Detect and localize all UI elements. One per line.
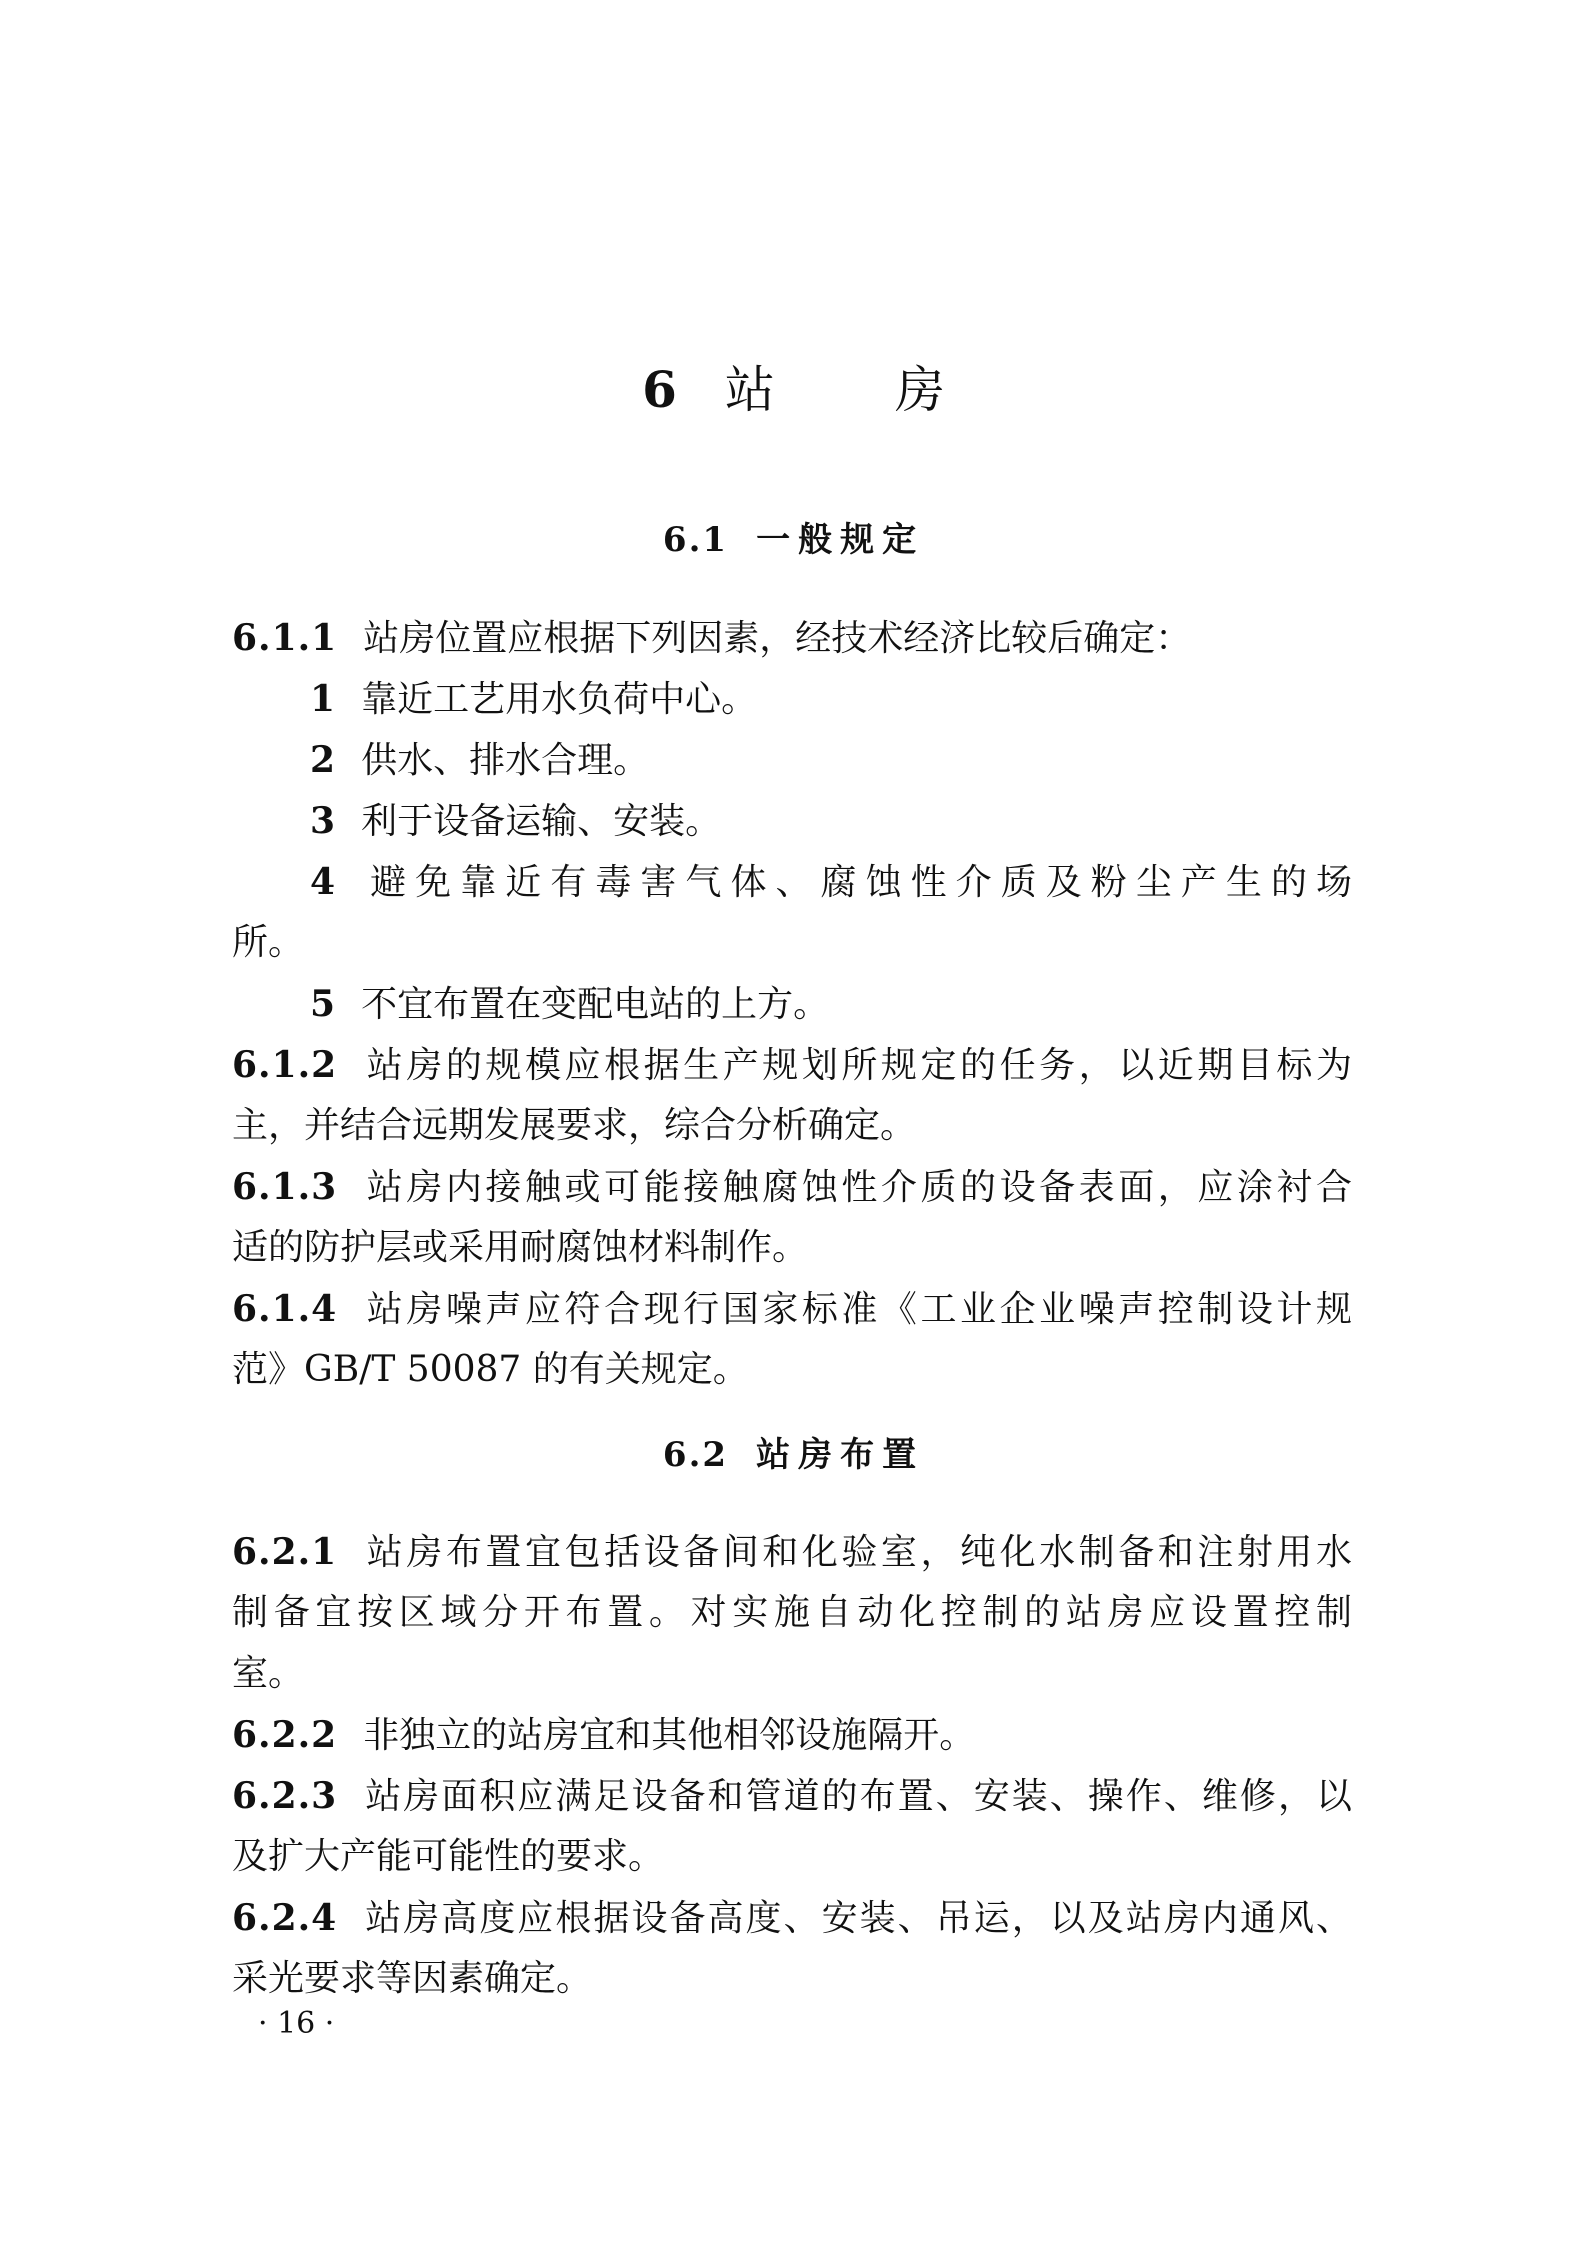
item-number: 1: [310, 678, 336, 720]
item-number: 3: [310, 800, 336, 842]
clause-text: 及扩大产能可能性的要求。: [232, 1836, 665, 1877]
chapter-title-word2: 房: [894, 361, 945, 419]
clause-text: 站房内接触或可能接触腐蚀性介质的设备表面，应涂衬合: [363, 1167, 1352, 1208]
clause-text: 范》GB/T 50087 的有关规定。: [232, 1349, 749, 1390]
clause-6-2-4-continuation: [232, 1949, 1352, 2009]
page-number: · 16 ·: [258, 2006, 335, 2041]
clause-6-2-1-continuation: [232, 1583, 1352, 1643]
clause-text: 适的防护层或采用耐腐蚀材料制作。: [232, 1227, 809, 1268]
clause-6-1-1: [232, 608, 1352, 669]
clause-6-1-3-continuation: [232, 1218, 1352, 1278]
clause-text: 室。: [232, 1653, 305, 1694]
clause-6-2-2: [232, 1705, 1352, 1766]
clause-text: 主，并结合远期发展要求，综合分析确定。: [232, 1105, 917, 1146]
list-item: [310, 791, 1352, 852]
clause-number: 6.2.4: [232, 1897, 338, 1939]
clause-number: 6.1.4: [232, 1288, 338, 1330]
clause-number: 6.1.1: [232, 617, 338, 659]
clause-number: 6.2.3: [232, 1775, 338, 1817]
list-item: [310, 730, 1352, 791]
item-number: 5: [310, 983, 336, 1025]
clause-6-1-3: [232, 1157, 1352, 1218]
chapter-title: [0, 355, 1587, 425]
section-title-6-2: [0, 1430, 1587, 1480]
list-item: [310, 852, 1352, 913]
item-number: 2: [310, 739, 336, 781]
clause-6-2-1: [232, 1522, 1352, 1583]
clause-6-2-3-continuation: [232, 1827, 1352, 1887]
clause-6-2-1-continuation: [232, 1644, 1352, 1704]
clause-6-2-4: [232, 1888, 1352, 1949]
item-text: 所。: [232, 922, 305, 963]
clause-number: 6.1.3: [232, 1166, 338, 1208]
clause-6-1-2: [232, 1035, 1352, 1096]
clause-text: 站房面积应满足设备和管道的布置、安装、操作、维修，以: [363, 1776, 1352, 1817]
section-number: 6.1: [662, 520, 729, 560]
clause-number: 6.1.2: [232, 1044, 338, 1086]
clause-text: 站房位置应根据下列因素，经技术经济比较后确定：: [363, 618, 1192, 659]
clause-text: 站房噪声应符合现行国家标准《工业企业噪声控制设计规: [363, 1289, 1352, 1330]
item-text: 不宜布置在变配电站的上方。: [361, 984, 830, 1025]
clause-6-1-4: [232, 1279, 1352, 1340]
item-text: 避免靠近有毒害气体、腐蚀性介质及粉尘产生的场: [361, 862, 1352, 903]
clause-text: 非独立的站房宜和其他相邻设施隔开。: [363, 1715, 976, 1756]
list-item: [310, 974, 1352, 1035]
item-text: 靠近工艺用水负荷中心。: [361, 679, 758, 720]
clause-6-2-3: [232, 1766, 1352, 1827]
clause-6-1-4-continuation: [232, 1340, 1352, 1400]
clause-text: 站房布置宜包括设备间和化验室，纯化水制备和注射用水: [363, 1532, 1352, 1573]
clause-text: 站房的规模应根据生产规划所规定的任务，以近期目标为: [363, 1045, 1352, 1086]
clause-text: 采光要求等因素确定。: [232, 1958, 593, 1999]
chapter-number: 6: [642, 360, 677, 419]
chapter-title-word1: 站: [724, 361, 775, 419]
clause-text: 站房高度应根据设备高度、安装、吊运，以及站房内通风、: [363, 1898, 1352, 1939]
item-text: 供水、排水合理。: [361, 740, 650, 781]
clause-text: 制备宜按区域分开布置。对实施自动化控制的站房应设置控制: [232, 1592, 1352, 1633]
clause-6-1-2-continuation: [232, 1096, 1352, 1156]
list-item: [310, 669, 1352, 730]
clause-number: 6.2.1: [232, 1531, 338, 1573]
item-number: 4: [310, 861, 336, 903]
clause-number: 6.2.2: [232, 1714, 338, 1756]
section-title-text: 站房布置: [756, 1435, 925, 1475]
section-title-6-1: [0, 515, 1587, 565]
section-title-text: 一般规定: [756, 520, 925, 560]
item-text: 利于设备运输、安装。: [361, 801, 722, 842]
section-number: 6.2: [662, 1435, 729, 1475]
list-item-continuation: [232, 913, 1352, 973]
